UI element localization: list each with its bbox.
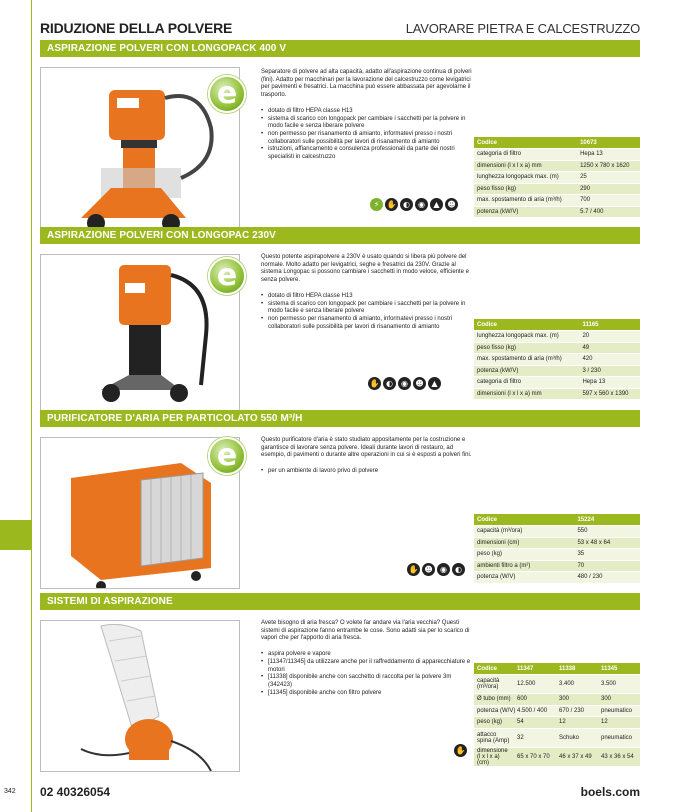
product-description — [261, 254, 476, 331]
eco-label-icon: e — [208, 75, 246, 113]
table-row: lunghezza longopack max. (m) 20 — [474, 331, 640, 343]
boot-icon: ▲ — [428, 377, 441, 390]
table-row: potenza (W/V) 480 / 230 — [474, 572, 640, 584]
list-item: • non permesso per risanamento di amianto, informatevi presso i nostri collaboratori sulle possibilità per lavori di risanamento di amianto — [261, 131, 476, 146]
spec-table — [474, 137, 640, 218]
table-row: peso fisso (kg) 49 — [474, 342, 640, 354]
ear-protection-icon: ◉ — [437, 563, 450, 576]
mask-icon: ☻ — [445, 198, 458, 211]
table-row: capacità (m³/ora) 12.500 3.400 3.500 — [474, 675, 640, 694]
product-section-longopac-230v — [40, 227, 640, 407]
hand-icon: ✋ — [386, 200, 397, 209]
gloves-icon: ◐ — [400, 198, 413, 211]
list-item: • sistema di scarico con longopack per cambiare i sacchetti per la polvere in modo facile e senza liberare polvere — [261, 301, 476, 316]
intro-text: Separatore di polvere ad alta capacità, adatto all'aspirazione continua di polveri (fini). Adatto per macchinari per la lavorazione del calcestruzzo come levigatrici per pavimenti e fresatrici. La macchina può essere abbassata per agevolarne il trasporto. — [261, 69, 472, 99]
plug-icon: ⚡ — [370, 198, 383, 211]
table-row: ambienti filtro a (m²) 70 — [474, 560, 640, 572]
product-section-air-purifier — [40, 410, 640, 590]
list-item: • istruzioni, affiancamento e consulenza professionali da parte dei nostri specialisti in calcestruzzo — [261, 146, 476, 161]
table-row: max. spostamento di aria (m³/h) 420 — [474, 354, 640, 366]
table-header-cell: Codice — [474, 137, 577, 149]
table-row: peso fisso (kg) 290 — [474, 183, 640, 195]
intro-text: Avete bisogno di aria fresca? O volete far andare via l'aria vecchia? Questi sistemi di aspirazione fanno entrambe le cose. Sono adatti sia per lo scarico di vapori che per l'apporto di aria fresca. — [261, 620, 470, 642]
spec-table — [474, 663, 640, 767]
eco-label-icon: e — [208, 437, 246, 475]
feature-list — [261, 108, 476, 162]
table-row: potenza (kW/V) 5.7 / 400 — [474, 206, 640, 218]
feature-list — [261, 651, 476, 697]
list-item: • per un ambiente di lavoro privo di polvere — [261, 468, 476, 476]
list-item: • non permesso per risanamento di amianto, informatevi presso i nostri collaboratori sulle possibilità per lavori di risanamento di amianto — [261, 316, 476, 331]
page-margin-line — [31, 0, 32, 812]
table-header-cell: Codice — [474, 319, 579, 331]
page-number: 342 — [4, 788, 16, 795]
table-header-cell: Codice — [474, 663, 514, 675]
table-row: categoria di filtro Hepa 13 — [474, 377, 640, 389]
product-photo — [40, 620, 240, 772]
hand-icon: ✋ — [408, 565, 419, 574]
list-item: • [11347/11345] da utilizzare anche per il raffreddamento di apparecchiature e motori — [261, 659, 476, 674]
table-row: attacco spina (Amp) 32 Schuko pneumatico — [474, 728, 640, 747]
product-section-longopack-400v — [40, 40, 640, 240]
gloves-icon: ◐ — [383, 377, 396, 390]
product-section-extraction-systems — [40, 593, 640, 778]
section-title: ASPIRAZIONE POLVERI CON LONGOPACK 400 V — [40, 40, 640, 57]
table-header-cell: 11338 — [556, 663, 598, 675]
product-description — [261, 69, 476, 162]
feature-list — [261, 468, 476, 476]
safety-icons — [407, 563, 465, 576]
ear-protection-icon: ◉ — [398, 377, 411, 390]
mask-icon: ☻ — [422, 563, 435, 576]
list-item: • dotato di filtro HEPA classe H13 — [261, 108, 476, 116]
table-header-cell: 11347 — [514, 663, 556, 675]
section-title: PURIFICATORE D'ARIA PER PARTICOLATO 550 M³/H — [40, 410, 640, 427]
safety-icons — [454, 744, 467, 757]
table-row: capacità (m³/ora) 550 — [474, 526, 640, 538]
hand-icon: ✋ — [369, 379, 380, 388]
table-row: dimensione (l x l x a) (cm) 65 x 70 x 70 46 x 37 x 49 43 x 36 x 54 — [474, 747, 640, 766]
table-header-cell: Codice — [474, 514, 574, 526]
intro-text: Questo purificatore d'aria è stato studiato appositamente per la costruzione e garantisce di lavorare senza polvere. Ideali durante lavori di restauro, ad esempio, di pavimenti o durante altre operazioni in cui si è esposti a polveri fini. — [261, 437, 472, 459]
section-title: ASPIRAZIONE POLVERI CON LONGOPAC 230V — [40, 227, 640, 244]
safety-icons — [368, 377, 441, 390]
product-description — [261, 620, 476, 697]
ear-protection-icon: ◉ — [415, 198, 428, 211]
boot-icon: ▲ — [430, 198, 443, 211]
table-row: dimensioni (l x l x a) mm 1250 x 780 x 1620 — [474, 160, 640, 172]
table-header-cell: 11345 — [598, 663, 640, 675]
table-row: max. spostamento di aria (m³/h) 700 — [474, 195, 640, 207]
table-row: potenza (W/V) 4.500 / 400 670 / 230 pneumatico — [474, 705, 640, 717]
mask-icon: ☻ — [413, 377, 426, 390]
section-side-tab — [0, 520, 31, 550]
eco-label-icon: e — [208, 257, 246, 295]
table-header-cell: 10673 — [577, 137, 640, 149]
table-row: potenza (kW/V) 3 / 230 — [474, 365, 640, 377]
feature-list — [261, 293, 476, 332]
website-link[interactable]: boels.com — [580, 785, 640, 799]
list-item: • aspira polvere e vapore — [261, 651, 476, 659]
table-row: Ø tubo (mm) 600 300 300 — [474, 694, 640, 706]
list-item: • [11345] disponibile anche con filtro polvere — [261, 690, 476, 698]
phone-number: 02 40326054 — [40, 785, 111, 799]
intro-text: Questo potente aspirapolvere a 230V è usato quando si libera più polvere del normale. Molto adatto per levigatrici, seghe e fresatrici da 230V. Grazie al sistema Longopac si possono cambiare i sacchetti in modo veloce, efficiente e senza polvere. — [261, 254, 470, 284]
section-title: SISTEMI DI ASPIRAZIONE — [40, 593, 640, 610]
page-title: RIDUZIONE DELLA POLVERE — [40, 20, 233, 36]
list-item: • dotato di filtro HEPA classe H13 — [261, 293, 476, 301]
table-row: dimensioni (l x l x a) mm 597 x 560 x 1390 — [474, 388, 640, 400]
table-row: dimensioni (cm) 53 x 48 x 64 — [474, 537, 640, 549]
hand-icon: ✋ — [455, 746, 466, 755]
gloves-icon: ◐ — [452, 563, 465, 576]
table-header-cell: 15224 — [574, 514, 640, 526]
table-row: categoria di filtro Hepa 13 — [474, 149, 640, 161]
table-row: lunghezza longopack max. (m) 25 — [474, 172, 640, 184]
table-row: peso (kg) 54 12 12 — [474, 717, 640, 729]
safety-icons — [370, 198, 458, 211]
list-item: • sistema di scarico con longopack per cambiare i sacchetti per la polvere in modo facile e senza liberare polvere — [261, 116, 476, 131]
spec-table — [474, 514, 640, 584]
spec-table — [474, 319, 640, 400]
product-description — [261, 437, 476, 476]
table-header-cell: 11165 — [579, 319, 640, 331]
page-category: LAVORARE PIETRA E CALCESTRUZZO — [405, 21, 640, 36]
table-row: peso (kg) 35 — [474, 549, 640, 561]
list-item: • [11338] disponibile anche con sacchetto di raccolta per la polvere 3m (342423) — [261, 674, 476, 689]
